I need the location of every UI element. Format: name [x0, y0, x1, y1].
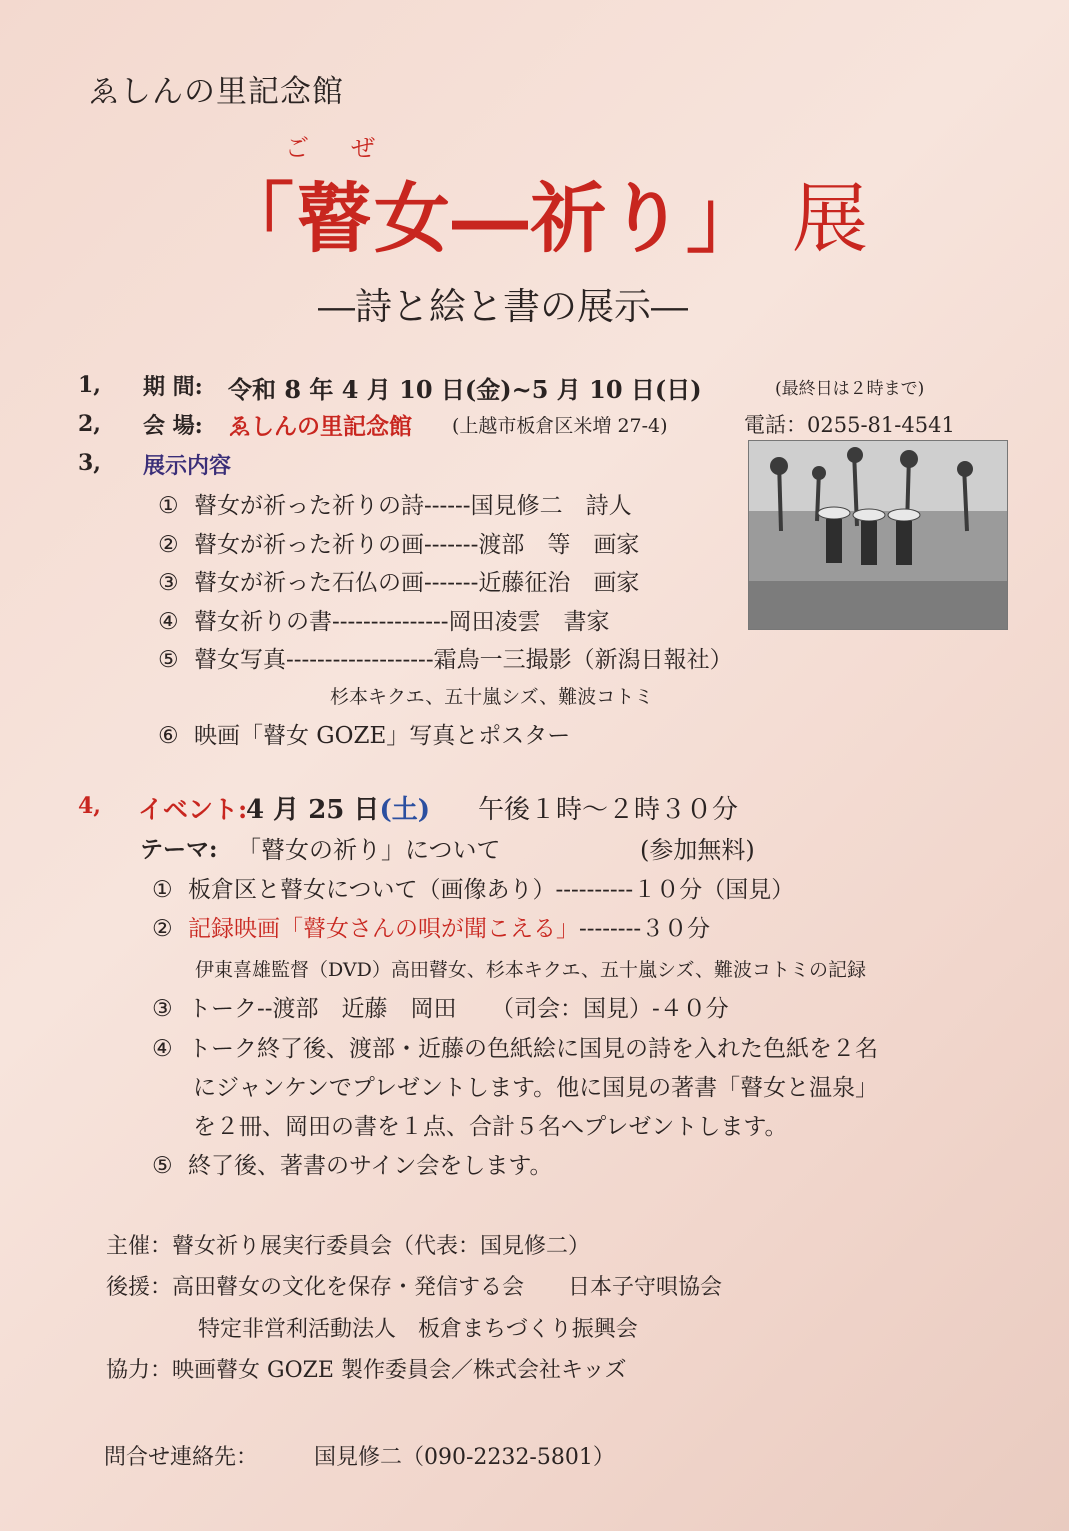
- period-note: (最終日は２時まで): [775, 379, 925, 399]
- venue-address: (上越市板倉区米増 27-4): [452, 415, 668, 437]
- event-weekday: (土): [379, 795, 431, 825]
- exhibits-number: 3,: [78, 450, 101, 476]
- exhibit-item: [158, 717, 570, 750]
- venue-label: 会 場:: [143, 413, 203, 439]
- exhibits-label: 展示内容: [143, 453, 232, 479]
- exhibit-mark: ①: [158, 493, 179, 519]
- event-subline: 伊東喜雄監督（DVD）高田瞽女、杉本キクエ、五十嵐シズ、難波コトミの記録: [195, 959, 867, 981]
- credits-support: 後援：高田瞽女の文化を保存・発信する会 日本子守唄協会: [106, 1275, 723, 1300]
- exhibit-text: 瞽女が祈った石仏の画-------近藤征治 画家: [193, 570, 640, 596]
- theme-value: 「瞽女の祈り」について: [237, 836, 501, 864]
- page-subtitle: ―詩と絵と書の展示―: [318, 285, 688, 328]
- event-item: [152, 990, 729, 1023]
- exhibit-item: [158, 526, 639, 559]
- exhibit-mark: ②: [158, 532, 179, 558]
- contact-label: 問合せ連絡先：: [104, 1445, 259, 1470]
- event-text: 板倉区と瞽女について（画像あり）----------１０分（国見）: [187, 877, 795, 903]
- exhibit-text: 瞽女が祈った祈りの画-------渡部 等 画家: [193, 532, 640, 558]
- period-label: 期 間:: [143, 374, 203, 400]
- credits-host: 主催：瞽女祈り展実行委員会（代表：国見修二）: [106, 1234, 591, 1259]
- event-item: [152, 910, 710, 943]
- event-mark: ③: [152, 996, 173, 1022]
- title-suffix: 展: [792, 174, 870, 263]
- exhibit-text: 瞽女祈りの書---------------岡田凌雲 書家: [193, 609, 610, 635]
- event-text: トーク--渡部 近藤 岡田 （司会：国見）-４０分: [187, 996, 729, 1022]
- goze-procession-photo: [748, 440, 1008, 630]
- event-mark: ②: [152, 916, 173, 942]
- photo-illustration: [749, 441, 1007, 629]
- event-continuation: を２冊、岡田の書を１点、合計５名へプレゼントします。: [193, 1114, 788, 1140]
- venue-phone: 電話：0255-81-4541: [744, 413, 955, 437]
- event-date: [246, 789, 430, 826]
- event-day: 4 月 25 日: [246, 795, 380, 825]
- event-mark: ①: [152, 877, 173, 903]
- contact-value: 国見修二（090-2232-5801）: [314, 1445, 615, 1470]
- period-number: 1,: [78, 372, 101, 398]
- event-text: トーク終了後、渡部・近藤の色紙絵に国見の詩を入れた色紙を２名: [187, 1036, 878, 1062]
- exhibit-mark: ⑤: [158, 647, 179, 673]
- event-number: 4,: [78, 793, 101, 819]
- venue-name: ゑしんの里記念館: [228, 413, 412, 440]
- event-label: イベント:: [138, 795, 248, 824]
- page-title: [218, 158, 870, 267]
- title-ruby: ごぜ: [285, 134, 417, 162]
- exhibit-item: [158, 487, 632, 520]
- theme-label: テーマ:: [140, 836, 218, 863]
- event-item: [152, 1030, 878, 1063]
- event-text-red: 記録映画「瞽女さんの唄が聞こえる」: [187, 916, 579, 942]
- exhibit-item: [158, 564, 639, 597]
- exhibit-item: [158, 641, 733, 674]
- exhibit-text: 映画「瞽女 GOZE」写真とポスター: [193, 723, 571, 749]
- event-text: 終了後、著書のサイン会をします。: [187, 1153, 553, 1179]
- event-text: --------３０分: [578, 916, 711, 942]
- event-item: [152, 871, 794, 904]
- period-value: 令和 8 年 4 月 10 日(金)~5 月 10 日(日): [228, 375, 702, 404]
- event-mark: ⑤: [152, 1153, 173, 1179]
- organization-name: ゑしんの里記念館: [88, 74, 344, 110]
- theme-fee: (参加無料): [640, 836, 755, 864]
- credits-cooperation: 協力：映画瞽女 GOZE 製作委員会／株式会社キッズ: [106, 1358, 627, 1383]
- event-item: [152, 1147, 553, 1180]
- exhibit-text: 瞽女写真-------------------霜鳥一三撮影（新潟日報社）: [193, 647, 733, 673]
- title-main: 「瞽女―祈り」: [218, 174, 764, 263]
- exhibit-mark: ④: [158, 609, 179, 635]
- event-mark: ④: [152, 1036, 173, 1062]
- exhibit-item: [158, 603, 610, 636]
- exhibit-text: 瞽女が祈った祈りの詩------国見修二 詩人: [193, 493, 632, 519]
- venue-number: 2,: [78, 411, 101, 437]
- credits-support-2: 特定非営利活動法人 板倉まちづくり振興会: [198, 1317, 638, 1342]
- exhibit-subline: 杉本キクエ、五十嵐シズ、難波コトミ: [330, 686, 654, 708]
- exhibit-mark: ⑥: [158, 723, 179, 749]
- event-continuation: にジャンケンでプレゼントします。他に国見の著書「瞽女と温泉」: [193, 1075, 879, 1101]
- exhibit-mark: ③: [158, 570, 179, 596]
- event-time: 午後１時～２時３０分: [478, 795, 739, 825]
